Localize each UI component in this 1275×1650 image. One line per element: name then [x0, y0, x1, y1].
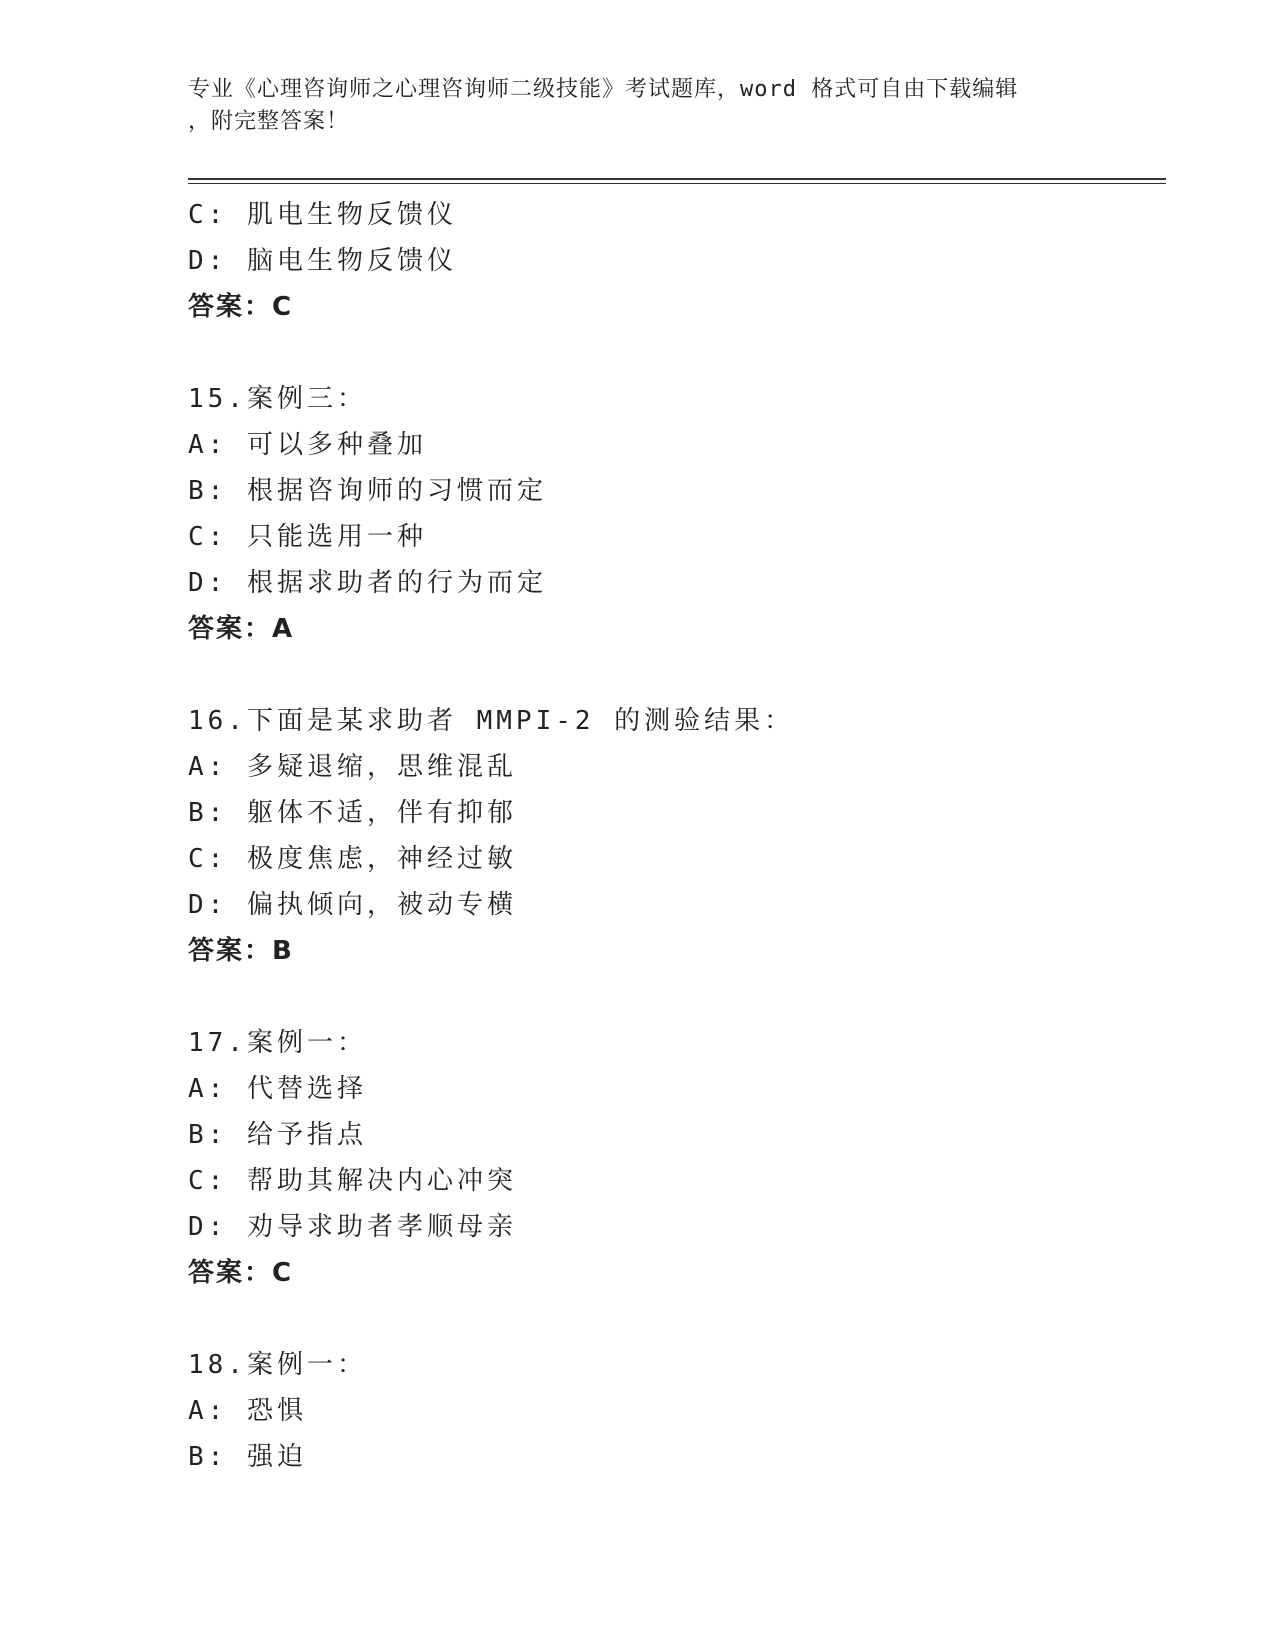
- question-title: 16.下面是某求助者 MMPI-2 的测验结果：: [188, 706, 795, 736]
- header-divider-thin: [188, 183, 1166, 184]
- header-divider-thick: [188, 178, 1166, 180]
- option-b: B: 给予指点: [188, 1120, 367, 1150]
- spacer: [188, 652, 1088, 698]
- option-a: A: 多疑退缩，思维混乱: [188, 752, 517, 782]
- option-d: D: 脑电生物反馈仪: [188, 246, 457, 276]
- spacer: [188, 330, 1088, 376]
- question-title: 18.案例一：: [188, 1350, 367, 1380]
- option-c: C: 肌电生物反馈仪: [188, 200, 457, 230]
- option-c: C: 帮助其解决内心冲突: [188, 1166, 517, 1196]
- header-line-1: 专业《心理咨询师之心理咨询师二级技能》考试题库，word 格式可自由下载编辑: [188, 77, 1019, 102]
- option-b: B: 躯体不适，伴有抑郁: [188, 798, 517, 828]
- spacer: [188, 974, 1088, 1020]
- question-list: [188, 192, 1088, 1480]
- answer-line: 答案：B: [188, 936, 294, 966]
- option-c: C: 极度焦虑，神经过敏: [188, 844, 517, 874]
- option-d: D: 劝导求助者孝顺母亲: [188, 1212, 517, 1242]
- document-header: [188, 74, 1088, 138]
- option-b: B: 根据咨询师的习惯而定: [188, 476, 547, 506]
- option-c: C: 只能选用一种: [188, 522, 427, 552]
- option-d: D: 偏执倾向，被动专横: [188, 890, 517, 920]
- header-line-2: ，附完整答案！: [188, 109, 350, 134]
- answer-line: 答案：C: [188, 292, 294, 322]
- option-b: B: 强迫: [188, 1442, 307, 1472]
- answer-line: 答案：C: [188, 1258, 294, 1288]
- option-a: A: 恐惧: [188, 1396, 307, 1426]
- question-title: 15.案例三：: [188, 384, 367, 414]
- option-d: D: 根据求助者的行为而定: [188, 568, 547, 598]
- option-a: A: 代替选择: [188, 1074, 367, 1104]
- question-title: 17.案例一：: [188, 1028, 367, 1058]
- option-a: A: 可以多种叠加: [188, 430, 427, 460]
- spacer: [188, 1296, 1088, 1342]
- answer-line: 答案：A: [188, 614, 295, 644]
